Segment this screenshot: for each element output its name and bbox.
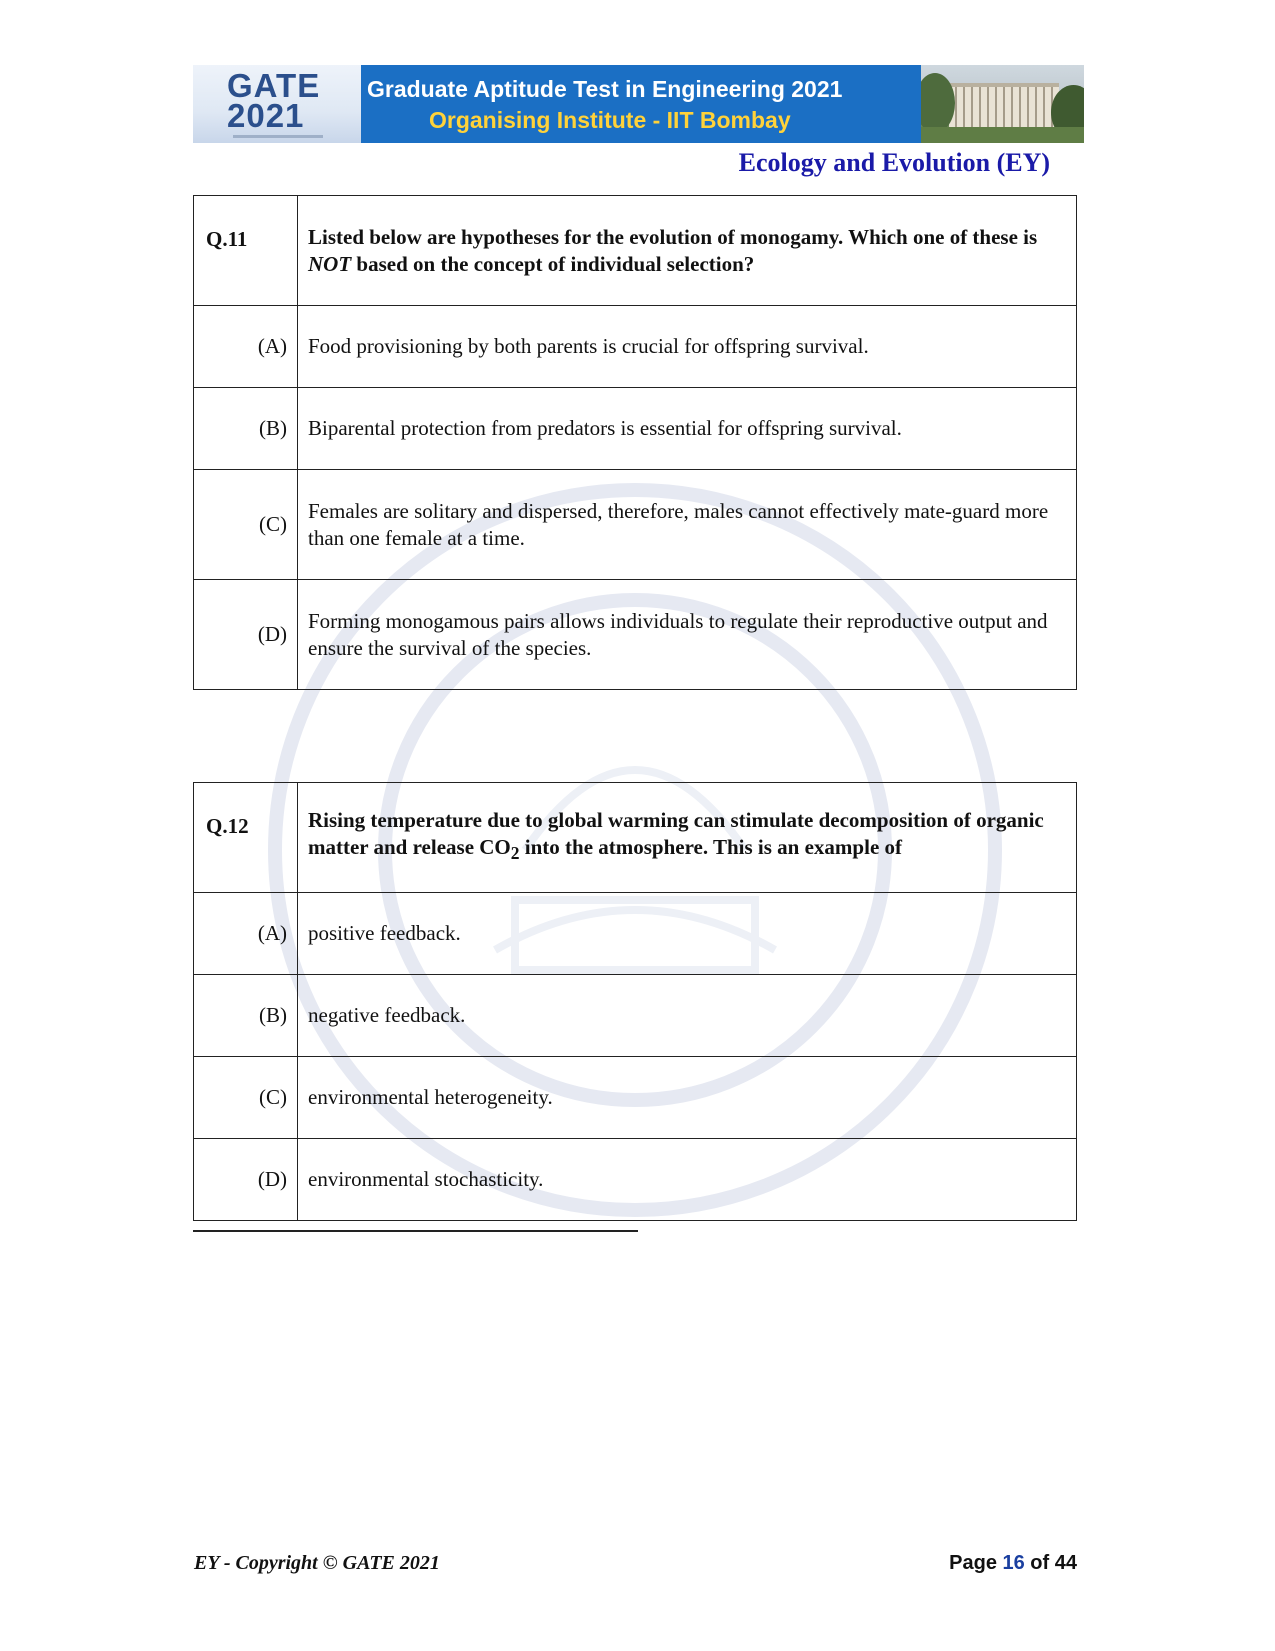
page-current: 16 bbox=[1002, 1552, 1025, 1574]
option-label: (A) bbox=[194, 306, 298, 388]
footer-page-number bbox=[949, 1552, 1077, 1575]
option-label: (B) bbox=[194, 975, 298, 1057]
subject-title: Ecology and Evolution (EY) bbox=[738, 148, 1050, 177]
option-label: (C) bbox=[194, 470, 298, 580]
banner-title-box bbox=[361, 65, 921, 143]
question-number: Q.11 bbox=[194, 196, 298, 306]
question-number: Q.12 bbox=[194, 783, 298, 893]
option-text: negative feedback. bbox=[298, 975, 1077, 1057]
option-text: environmental stochasticity. bbox=[298, 1139, 1077, 1221]
page-prefix: Page bbox=[949, 1552, 1003, 1574]
option-row bbox=[194, 306, 1077, 388]
option-text: Forming monogamous pairs allows individuals to regulate their reproductive output and ensure the survival of the species. bbox=[298, 580, 1077, 690]
stem-text-end: based on the concept of individual selection? bbox=[351, 251, 755, 276]
option-text: environmental heterogeneity. bbox=[298, 1057, 1077, 1139]
gate-logo bbox=[193, 65, 361, 143]
question-table-q11 bbox=[193, 195, 1077, 690]
question-row bbox=[194, 783, 1077, 893]
table-bottom-rule bbox=[193, 1230, 638, 1232]
option-row bbox=[194, 893, 1077, 975]
question-stem bbox=[298, 196, 1077, 306]
page-total: of 44 bbox=[1024, 1552, 1077, 1574]
question-table-q12 bbox=[193, 782, 1077, 1221]
option-text: Food provisioning by both parents is crucial for offspring survival. bbox=[298, 306, 1077, 388]
lawn bbox=[921, 127, 1084, 143]
question-row bbox=[194, 196, 1077, 306]
stem-text: Rising temperature due to global warming can stimulate decomposition of organic matter and release CO bbox=[308, 808, 1044, 860]
stem-text: Listed below are hypotheses for the evolution of monogamy. Which one of these is bbox=[308, 224, 1038, 249]
building-facade bbox=[949, 87, 1059, 127]
option-row bbox=[194, 1139, 1077, 1221]
option-label: (C) bbox=[194, 1057, 298, 1139]
option-label: (D) bbox=[194, 1139, 298, 1221]
option-label: (A) bbox=[194, 893, 298, 975]
exam-title: Graduate Aptitude Test in Engineering 2021 bbox=[367, 76, 843, 102]
campus-photo bbox=[921, 65, 1084, 143]
option-row bbox=[194, 580, 1077, 690]
option-text: Biparental protection from predators is essential for offspring survival. bbox=[298, 388, 1077, 470]
footer-copyright: EY - Copyright © GATE 2021 bbox=[194, 1552, 440, 1574]
option-text: Females are solitary and dispersed, therefore, males cannot effectively mate-guard more than one female at a time. bbox=[298, 470, 1077, 580]
option-row bbox=[194, 1057, 1077, 1139]
option-text: positive feedback. bbox=[298, 893, 1077, 975]
stem-text-end: into the atmosphere. This is an example of bbox=[519, 835, 903, 860]
question-stem bbox=[298, 783, 1077, 893]
option-row bbox=[194, 470, 1077, 580]
logo-tagline bbox=[233, 135, 323, 138]
stem-subscript: 2 bbox=[510, 843, 520, 864]
stem-emphasis: NOT bbox=[308, 251, 352, 276]
logo-gate-text: GATE bbox=[227, 67, 321, 104]
option-label: (D) bbox=[194, 580, 298, 690]
header-banner bbox=[193, 65, 1084, 143]
option-row bbox=[194, 975, 1077, 1057]
organising-institute: Organising Institute - IIT Bombay bbox=[429, 107, 791, 133]
option-row bbox=[194, 388, 1077, 470]
logo-year-text: 2021 bbox=[227, 97, 305, 134]
option-label: (B) bbox=[194, 388, 298, 470]
